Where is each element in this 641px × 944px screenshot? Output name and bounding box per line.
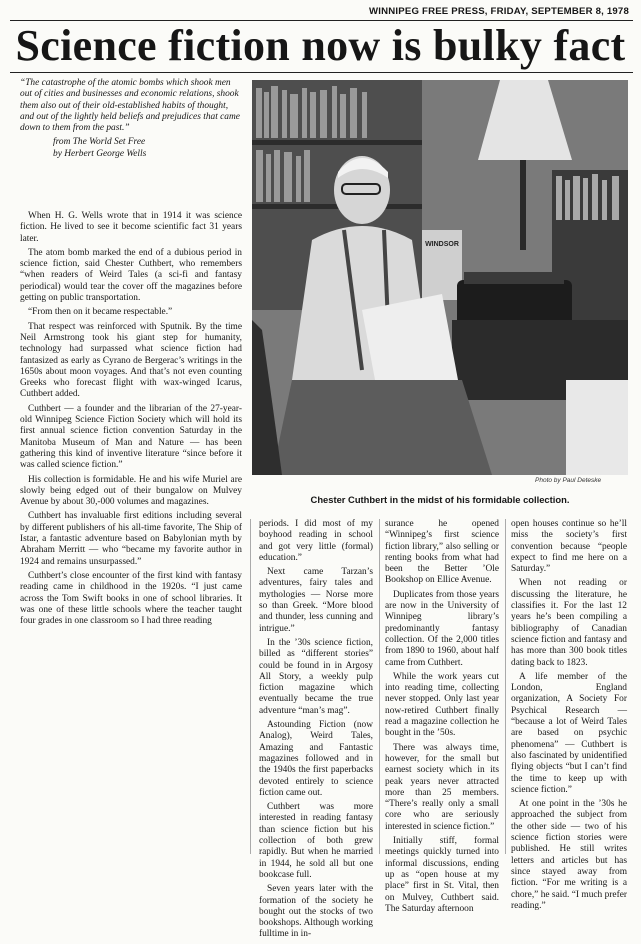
paragraph: There was always time, however, for the small but earnest society which in its peak years never attracted more than 25 members. “There’s really only a small core who are seriously interested in science fiction.” [385, 742, 499, 832]
article-column-1 [20, 211, 242, 630]
poster-label: WINDSOR [425, 241, 459, 248]
paragraph: Next came Tarzan’s adventures, fairy tales and mythologies — Norse more so than Greek. “More blood and thunder, less cunning and intrigue.” [259, 567, 373, 634]
photo-chester-cuthbert [252, 80, 628, 475]
paragraph: “From then on it became respectable.” [28, 307, 173, 318]
paragraph: Astounding Fiction (now Analog), Weird Tales, Amazing and Fantastic magazines followed and in the 1940s the first paperbacks devoted entirely to science fiction came out. [259, 720, 373, 798]
column-divider [505, 519, 506, 854]
paragraph: When not reading or discussing the literature, he classifies it. For the last 12 years he’s been compiling a bibliography of Canadian science fiction and fantasy and has more than 300 book titles dating back to 1823. [511, 578, 627, 668]
paragraph: Cuthbert — a founder and the librarian of the 27-year-old Winnipeg Science Fiction Society which will hold its first annual science fiction convention Saturday in the Manitoba Museum of Man and Nature — has been gathering this kind of inventive literature “since before it was called science fiction.” [20, 403, 242, 471]
headline: Science fiction now is bulky fact [15, 21, 626, 70]
paragraph: At one point in the ’30s he approached the subject from the other side — two of his science fiction stories were published. He still writes letters and articles but has since stayed away from fiction. “For me writing is a chore,” he said. “I much prefer reading.” [511, 799, 627, 911]
paragraph: periods. I did most of my boyhood reading in school and got very little (formal) education.” [259, 519, 373, 563]
photo-credit: Photo by Paul Deteske [535, 477, 602, 484]
column-divider [379, 519, 380, 854]
paragraph: Initially stiff, formal meetings quickly turned into informal discussions, ending up as “open house at my place” first in St. Vital, then on Mulvey, Cuthbert said. The Saturday afternoon [385, 836, 499, 914]
photo-caption: Chester Cuthbert in the midst of his formidable collection. [310, 494, 570, 505]
headline-rule [10, 72, 633, 73]
paragraph: Cuthbert was more interested in reading fantasy than science fiction but his collection of both grew rapidly. But when he married in 1944, he sold all but one bookcase full. [259, 802, 373, 880]
paragraph: The atom bomb marked the end of a dubious period in science fiction, said Chester Cuthbert, who remembers “when readers of Weird Tales (a sci-fi and fantasy periodical) would tear the cover off the magazines before getting on public transportation. [20, 247, 242, 304]
paragraph: Cuthbert’s close encounter of the first kind with fantasy reading came in childhood in the 1920s. “I just came across the Tom Swift books in one of school libraries. It was one of these little schools where the teacher taught four grades in one classroom so I had three reading [20, 570, 242, 627]
paragraph: That respect was reinforced with Sputnik. By the time Neil Armstrong took his giant step for humanity, technology had surpassed what science fiction had fantasized as early as Cyrano de Bergerac’s writings in the 1650s about moon voyages. And that’s not even counting Greeks who forecast flight with wax-winged Icarus, Cuthbert added. [20, 321, 242, 400]
paragraph: Cuthbert has invaluable first editions including several by different publishers of his all-time favorite, The Ship of Istar, a fantastic adventure based on Babylonian myth by Abraham Merritt — who “became my favorite author in 1924 and remains unsurpassed.” [20, 511, 242, 567]
paragraph: Duplicates from those years are now in the University of Winnipeg library’s predominantly fantasy collection. Of the 2,000 titles from 1890 to 1960, about half came from Cuthbert. [385, 589, 499, 668]
epigraph [20, 78, 242, 160]
paragraph: When H. G. Wells wrote that in 1914 it was science fiction. He lived to see it become scientific fact 31 years later. [20, 211, 242, 244]
article-column-3 [385, 519, 499, 918]
paragraph: A life member of the London, England organization, A Society For Psychical Research — “because a lot of Weird Tales are based on psychic phenomena” — Cuthbert is also fascinated by unidentified flying objects “but I can’t find the time to keep up with science fiction.” [511, 671, 627, 795]
epigraph-quote: “The catastrophe of the atomic bombs which shook men out of cities and businesses and economic relations, shook them also out of their old-established habits of thought, and out of the lightly held beliefs and prejudices that came down to them from the past.” [20, 78, 240, 134]
column-divider [250, 519, 251, 854]
epigraph-source-author: by Herbert George Wells [53, 148, 147, 159]
paragraph: surance he opened “Winnipeg’s first science fiction library,” also selling or renting books from what had been the Better ’Ole Bookshop on Ellice Avenue. [385, 519, 499, 586]
article-column-4 [511, 519, 627, 915]
paragraph: While the work years cut into reading time, collecting never stopped. Only last year now-retired Cuthbert finally read a magazine collection he bought in the ’50s. [385, 671, 499, 739]
paragraph: open houses continue so he’ll miss the society’s first convention because “people expect to find me here on a Saturday.” [511, 519, 627, 575]
epigraph-source-title: from The World Set Free [53, 137, 146, 148]
article-column-2 [259, 519, 373, 944]
paragraph: His collection is formidable. He and his wife Muriel are slowly being edged out of their bungalow on Mulvey Avenue by about 30,-000 volumes and magazines. [20, 474, 242, 508]
paragraph: Seven years later with the formation of the society he bought out the stocks of two bookshops. Although working fulltime in in- [259, 884, 373, 940]
masthead: WINNIPEG FREE PRESS, FRIDAY, SEPTEMBER 8, 1978 [369, 6, 629, 17]
paragraph: In the ’30s science fiction, billed as “different stories” could be found in in Argosy All Story, a weekly pulp fiction magazine which eventually became the true adventure “man’s mag”. [259, 637, 373, 716]
